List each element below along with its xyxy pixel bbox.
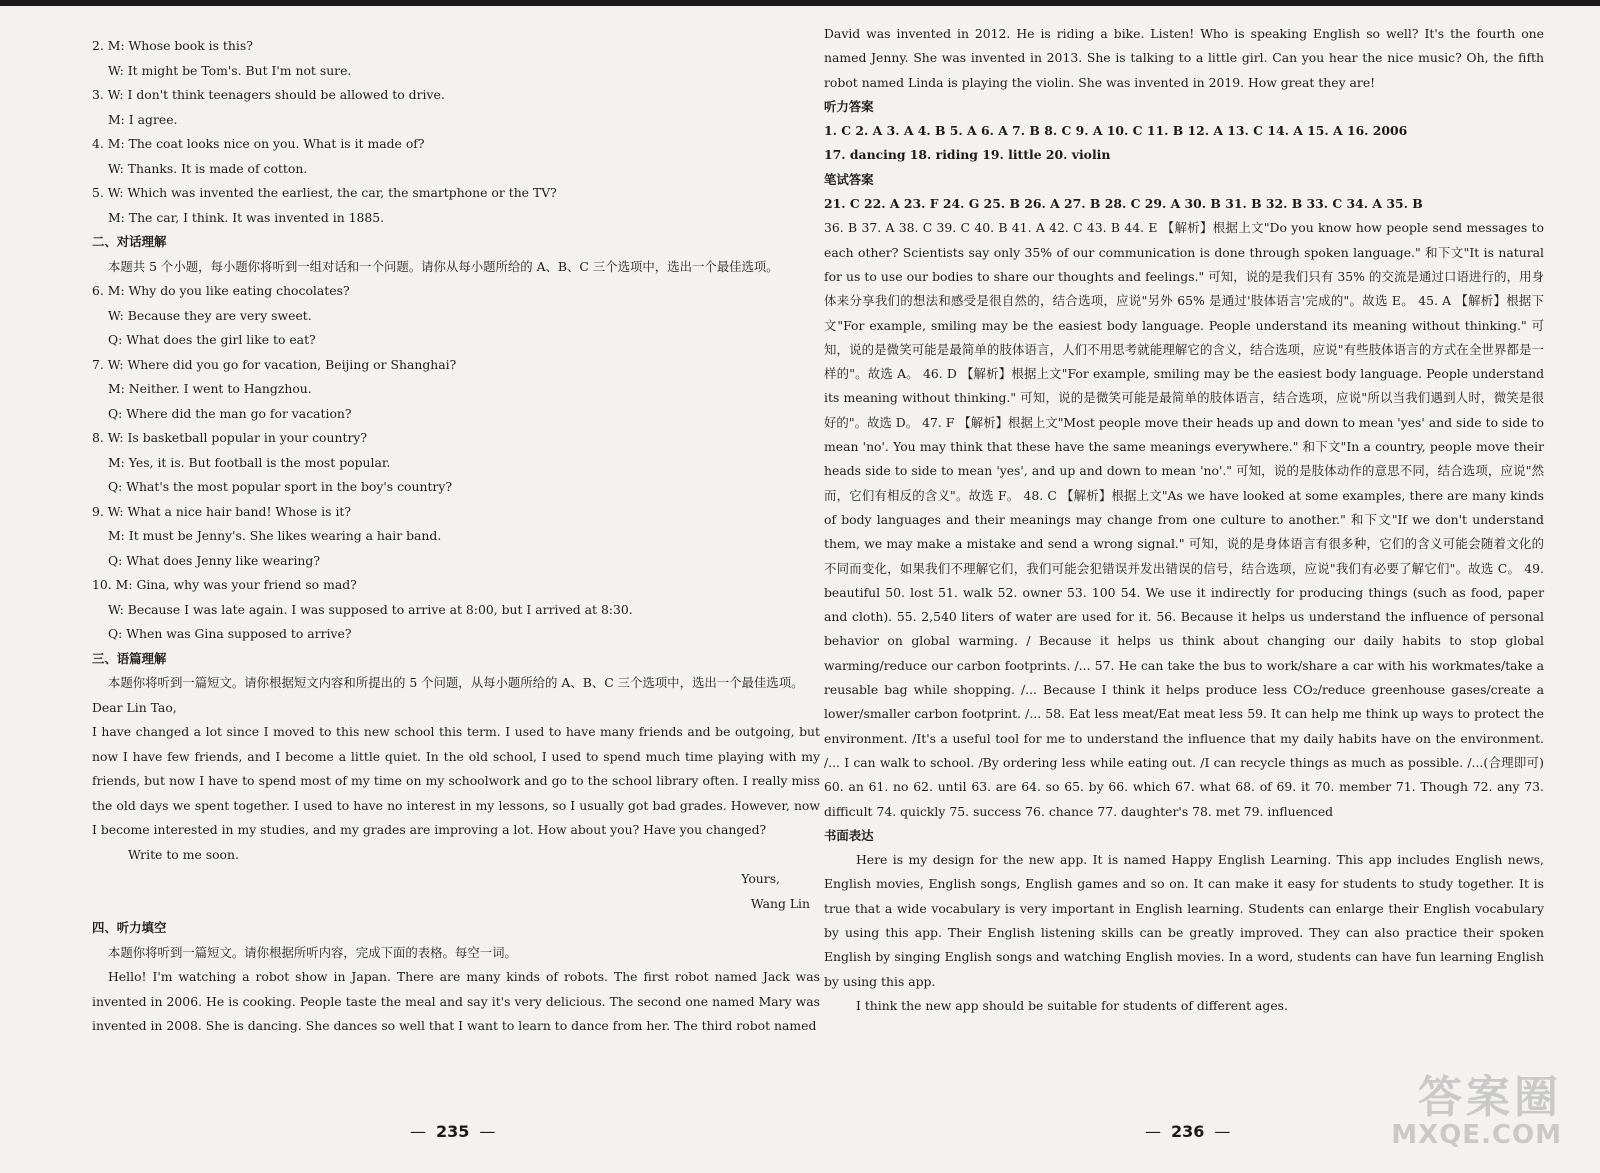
section-title-passage: 三、语篇理解 <box>92 650 167 666</box>
passage-text: David was invented in 2012. He is riding a bike. Listen! Who is speaking English so well? It's the fourth one named Jenny. She was invented in 2013. She is talking to a little girl. Can you hear the nice music? Oh, the fifth robot named Linda is playing the violin. She was invented in 2019. How great they are! <box>824 26 1544 90</box>
page-number-value: 235 <box>436 1122 470 1141</box>
dialogue-line: 10. M: Gina, why was your friend so mad? <box>92 577 357 592</box>
watermark-text: 答案圈 <box>1418 1072 1562 1123</box>
dialogue-line: Q: What does the girl like to eat? <box>108 332 316 347</box>
letter-sign-off: Yours, <box>741 871 780 886</box>
letter-signature: Wang Lin <box>750 895 810 911</box>
section-instructions: 本题共 5 个小题，每小题你将听到一组对话和一个问题。请你从每小题所给的 A、B、C 三个选项中，选出一个最佳选项。 <box>108 258 779 274</box>
answer-line: 17. dancing 18. riding 19. little 20. violin <box>824 147 1111 163</box>
dialogue-line: 8. W: Is basketball popular in your country? <box>92 430 368 445</box>
right-page <box>800 0 1600 1173</box>
letter-greeting: Dear Lin Tao, <box>92 699 177 715</box>
dialogue-line: 5. W: Which was invented the earliest, the car, the smartphone or the TV? <box>92 185 557 200</box>
dialogue-line: Q: When was Gina supposed to arrive? <box>108 626 352 641</box>
page-number: — 236 — <box>1145 1122 1231 1141</box>
answer-line: 21. C 22. A 23. F 24. G 25. B 26. A 27. B 28. C 29. A 30. B 31. B 32. B 33. C 34. A 35. B <box>824 196 1423 212</box>
dialogue-line: M: It must be Jenny's. She likes wearing a hair band. <box>108 528 442 543</box>
letter-closing: Write to me soon. <box>128 846 239 862</box>
section-title-dialogue: 二、对话理解 <box>92 234 167 249</box>
dialogue-line: Q: What does Jenny like wearing? <box>108 552 320 568</box>
writing-sample: Here is my design for the new app. It is named Happy English Learning. This app includes English news, English movies, English songs, English games and so on. It can make it easy for students to study together. It is true that a wide vocabulary is very important in English learning. Students can enlarge their English vocabulary by using this app. Their English listening skills can be greatly improved. They can also practice their spoken English by singing English songs and watching English movies. In a word, students can have fun learning English by using this app. <box>824 852 1544 989</box>
section-title-writing: 书面表达 <box>824 827 874 843</box>
dialogue-line: M: I agree. <box>108 111 178 127</box>
page-number-value: 236 <box>1171 1122 1205 1141</box>
dialogue-line: 7. W: Where did you go for vacation, Beijing or Shanghai? <box>92 356 457 372</box>
dialogue-line: Q: What's the most popular sport in the boy's country? <box>108 479 452 494</box>
dialogue-line: W: Because they are very sweet. <box>108 307 312 323</box>
dialogue-line: 2. M: Whose book is this? <box>92 38 253 53</box>
page-number: — 235 — <box>410 1122 496 1141</box>
watermark-logo <box>1391 1072 1562 1150</box>
dialogue-line: W: It might be Tom's. But I'm not sure. <box>108 62 352 78</box>
dialogue-line: W: Because I was late again. I was supposed to arrive at 8:00, but I arrived at 8:30. <box>108 601 633 617</box>
section-title-written-answers: 笔试答案 <box>824 171 874 187</box>
dialogue-line: Q: Where did the man go for vacation? <box>108 405 352 421</box>
dialogue-line: 9. W: What a nice hair band! Whose is it? <box>92 503 352 519</box>
section-title-fill-in: 四、听力填空 <box>92 920 167 935</box>
dialogue-line: 4. M: The coat looks nice on you. What is it made of? <box>92 136 425 151</box>
dialogue-line: W: Thanks. It is made of cotton. <box>108 160 308 176</box>
writing-sample: I think the new app should be suitable for students of different ages. <box>856 997 1288 1013</box>
dialogue-line: M: The car, I think. It was invented in 1885. <box>108 209 385 225</box>
letter-body: I have changed a lot since I moved to this new school this term. I used to have many friends and be outgoing, but now I have few friends, and I become a little quiet. In the old school, I used to spend much time playing with my friends, but now I have to spend most of my time on my schoolwork and go to the school library often. I really miss the old days we spent together. I used to have no interest in my lessons, so I usually got bad grades. However, now I become interested in my studies, and my grades are improving a lot. How about you? Have you changed? <box>92 724 820 837</box>
section-instructions: 本题你将听到一篇短文。请你根据短文内容和所提出的 5 个问题，从每小题所给的 A、B、C 三个选项中，选出一个最佳选项。 <box>108 675 804 690</box>
section-title-listening-answers: 听力答案 <box>824 98 874 114</box>
dialogue-line: 3. W: I don't think teenagers should be allowed to drive. <box>92 87 445 102</box>
passage-text: Hello! I'm watching a robot show in Japan. There are many kinds of robots. The first robot named Jack was invented in 2006. He is cooking. People taste the meal and say it's very delicious. The second one named Mary was invented in 2008. She is dancing. She dances so well that I want to learn to dance from her. The third robot named <box>92 969 820 1033</box>
dialogue-line: 6. M: Why do you like eating chocolates? <box>92 283 350 298</box>
section-instructions: 本题你将听到一篇短文。请你根据所听内容，完成下面的表格。每空一词。 <box>108 944 517 960</box>
watermark-url: MXQE.COM <box>1391 1120 1562 1150</box>
answer-explanations: 36. B 37. A 38. C 39. C 40. B 41. A 42. C 43. B 44. E 【解析】根据上文"Do you know how people send messages to each other? Scientists say only 35% of our communication is done through spoken language." 和下文"It is natural for us to use our bodies to share our thoughts and feelings." 可知，说的是我们只有 35% 的交流是通过口语进行的，用身体来分享我们的想法和感受是很自然的，结合选项，应说"另外 65% 是通过'肢体语言'完成的"。故选 E。 45. A 【解析】根据下文"For example, smiling may be the easiest body language. People understand its meaning without thinking." 可知，说的是微笑可能是最简单的肢体语言，人们不用思考就能理解它的含义，结合选项，应说"有些肢体语言的方式在全世界都是一样的"。故选 A。 46. D 【解析】根据上文"For example, smiling may be the easiest body language. People understand its meaning without thinking." 可知，说的是微笑可能是最简单的肢体语言，结合选项，应说"所以当我们遇到人时，微笑是很好的"。故选 D。 47. F 【解析】根据上文"Most people move their heads up and down to mean 'yes' and side to side to mean 'no'. You may think that these have the same meanings everywhere." 和下文"In a country, people move their heads side to side to mean 'yes', and up and down to mean 'no'." 可知，说的是肢体动作的意思不同，结合选项，应说"然而，它们有相反的含义"。故选 F。 48. C 【解析】根据上文"As we have looked at some examples, there are many kinds of body languages and their meanings may change from one culture to another." 和下文"If we don't understand them, we may make a mistake and send a wrong signal." 可知，说的是身体语言有很多种，它们的含义可能会随着文化的不同而变化，如果我们不理解它们，我们可能会犯错误并发出错误的信号，结合选项，应说"我们有必要了解它们"。故选 C。 49. beautiful 50. lost 51. walk 52. owner 53. 100 54. We use it indirectly for producing things (such as food, paper and cloth). 55. 2,540 liters of water are used for it. 56. Because it helps us understand the influence of personal behavior on global warming. / Because it helps us think about changing our daily habits to stop global warming/reduce our carbon footprints. /... 57. He can take the bus to work/share a car with his workmates/take a reusable bag while shopping. /... Because I think it helps produce less CO₂/reduce greenhouse gases/create a lower/smaller carbon footprint. /... 58. Eat less meat/Eat meat less 59. It can help me think up ways to protect the environment. /It's a useful tool for me to understand the influence that my daily habits have on the environment. /... I can walk to school. /By ordering less while eating out. /I can recycle things as much as possible. /...(合理即可) 60. an 61. no 62. until 63. are 64. so 65. by 66. which 67. what 68. of 69. it 70. member 71. Though 72. any 73. difficult 74. quickly 75. success 76. chance 77. daughter's 78. met 79. influenced <box>824 220 1544 819</box>
answer-line: 1. C 2. A 3. A 4. B 5. A 6. A 7. B 8. C 9. A 10. C 11. B 12. A 13. C 14. A 15. A 16. 2006 <box>824 123 1408 139</box>
dialogue-line: M: Neither. I went to Hangzhou. <box>108 381 312 396</box>
dialogue-line: M: Yes, it is. But football is the most popular. <box>108 454 391 470</box>
